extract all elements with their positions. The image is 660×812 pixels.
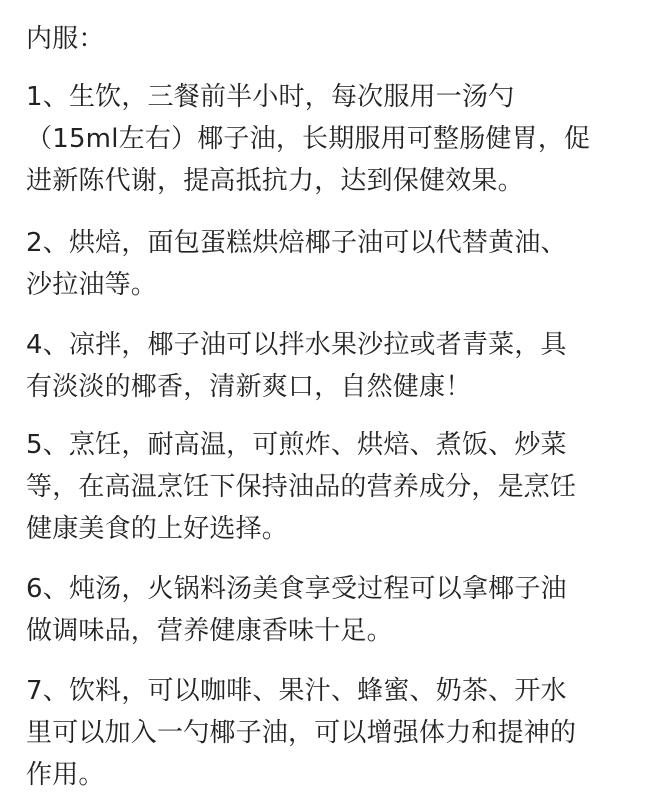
paragraph-drinks xyxy=(26,670,642,796)
paragraph-line: 里可以加入一勺椰子油，可以增强体力和提神的 xyxy=(26,718,577,748)
paragraph-line: 7、饮料，可以咖啡、果汁、蜂蜜、奶茶、开水 xyxy=(26,676,567,706)
paragraph-line: 做调味品，营养健康香味十足。 xyxy=(26,616,393,646)
paragraph-line: 5、烹饪，耐高温，可煎炸、烘焙、煮饭、炒菜 xyxy=(26,430,567,460)
paragraph-line: 有淡淡的椰香，清新爽口，自然健康！ xyxy=(26,372,472,402)
paragraph-raw-drinking xyxy=(26,76,642,202)
paragraph-line: 等，在高温烹饪下保持油品的营养成分，是烹饪 xyxy=(26,472,577,502)
paragraph-line: （15ml左右）椰子油，长期服用可整肠健胃，促 xyxy=(26,124,591,154)
paragraph-baking xyxy=(26,222,642,306)
paragraph-line: 2、烘焙，面包蛋糕烘焙椰子油可以代替黄油、 xyxy=(26,228,567,258)
paragraph-soup xyxy=(26,568,642,652)
paragraph-cooking xyxy=(26,424,642,550)
paragraph-line: 4、凉拌，椰子油可以拌水果沙拉或者青菜，具 xyxy=(26,330,567,360)
paragraph-line: 6、炖汤，火锅料汤美食享受过程可以拿椰子油 xyxy=(26,574,567,604)
section-heading: 内服： xyxy=(26,24,105,54)
paragraph-line: 作用。 xyxy=(26,760,105,790)
paragraph-line: 沙拉油等。 xyxy=(26,270,158,300)
paragraph-line: 进新陈代谢，提高抵抗力，达到保健效果。 xyxy=(26,166,524,196)
paragraph-line: 1、生饮，三餐前半小时，每次服用一汤勺 xyxy=(26,82,515,112)
paragraph-cold-dish xyxy=(26,324,642,408)
paragraph-line: 健康美食的上好选择。 xyxy=(26,514,289,544)
